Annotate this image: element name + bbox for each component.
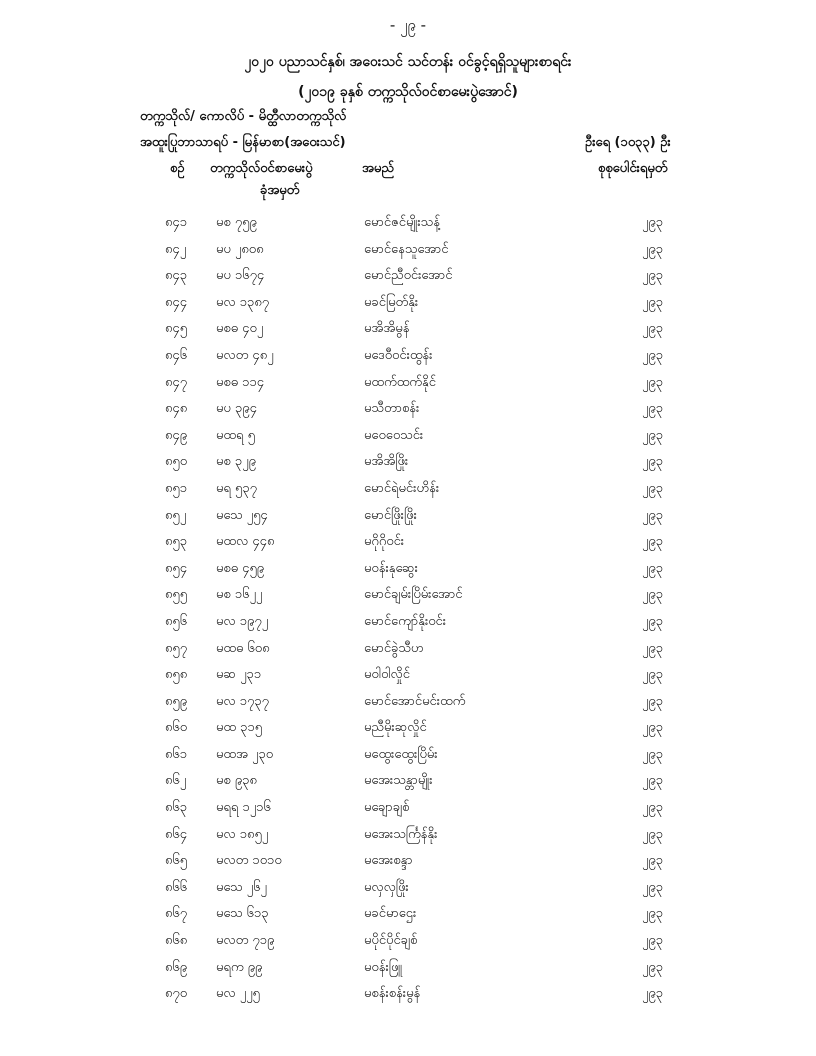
table-row <box>0 955 816 982</box>
table-row <box>0 556 816 583</box>
total-marks: ၂၉၃ <box>642 587 664 603</box>
total-marks: ၂၉၃ <box>642 720 664 736</box>
total-marks: ၂၉၃ <box>642 826 664 842</box>
total-marks: ၂၉၃ <box>642 560 664 576</box>
table-row <box>0 901 816 928</box>
total-marks: ၂၉၃ <box>642 800 664 816</box>
roll-number: မလ ၁၉၇၂ <box>216 613 269 629</box>
total-marks: ၂၉၃ <box>642 640 664 656</box>
roll-number: မစ ၃၂၉ <box>216 454 256 470</box>
row-number: ၈၄၅ <box>165 321 188 337</box>
total-marks: ၂၉၃ <box>642 667 664 683</box>
roll-number: မထဓ ၆၀၈ <box>216 640 270 656</box>
row-number: ၈၆၅ <box>165 853 188 869</box>
table-row <box>0 928 816 955</box>
table-row <box>0 423 816 450</box>
student-name: မဂိုဂိုဝင်း <box>364 534 405 550</box>
student-name: မခင်မြတ်နိုး <box>364 294 419 310</box>
university-label: တက္ကသိုလ်/ ကောလိပ် - မိတ္ထီလာတက္ကသိုလ် <box>140 109 347 124</box>
column-header-roll: တက္ကသိုလ်ဝင်စာမေးပွဲ <box>210 161 313 176</box>
table-row <box>0 795 816 822</box>
row-number: ၈၆၁ <box>165 746 188 762</box>
table-row <box>0 237 816 264</box>
table-row <box>0 210 816 237</box>
row-number: ၈၄၆ <box>165 347 188 363</box>
total-marks: ၂၉၃ <box>642 374 664 390</box>
student-name: မချောချစ် <box>364 800 410 816</box>
student-name: မအေးစန္ဒာ <box>364 853 413 869</box>
total-marks: ၂၉၃ <box>642 746 664 762</box>
student-name: မောင်နေသူအောင် <box>364 241 449 257</box>
student-name: မောင်ဖြိုးဖြိုး <box>364 507 417 523</box>
table-row <box>0 370 816 397</box>
roll-number: မစဓ ၁၁၄ <box>216 374 265 390</box>
student-name: မောင်ချမ်းပြိမ်းအောင် <box>364 587 463 603</box>
student-name: မလှလှဖြိုး <box>364 879 409 895</box>
student-name: မောင်အောင်မင်းထက် <box>364 693 466 709</box>
roll-number: မစဓ ၄၀၂ <box>216 321 264 337</box>
table-row <box>0 875 816 902</box>
roll-number: မစ ၇၅၉ <box>216 215 257 230</box>
student-name: မောင်ရဲမင်းဟိန်း <box>364 480 440 496</box>
total-marks: ၂၉၃ <box>642 321 664 337</box>
table-row <box>0 636 816 663</box>
roll-number: မထလ ၄၄၈ <box>216 534 275 550</box>
student-name: မဝန်းဖြူ <box>364 959 403 975</box>
student-name: မညီမိုးဆုလှိုင် <box>364 720 427 736</box>
roll-number: မလ ၁၇၃၇ <box>216 693 269 709</box>
table-row <box>0 582 816 609</box>
total-count-label: ဦးရေ (၁၀၃၃) ဦး <box>585 135 671 150</box>
total-marks: ၂၉၃ <box>642 693 664 709</box>
row-number: ၈၅၄ <box>165 560 188 576</box>
row-number: ၈၆၂ <box>165 773 187 789</box>
student-name: မအေးသင်္ကြန်နိုး <box>364 826 438 842</box>
table-row <box>0 343 816 370</box>
total-marks: ၂၉၃ <box>642 933 664 949</box>
table-row <box>0 476 816 503</box>
student-name: မဒေဝီဝင်းထွန်း <box>364 347 433 363</box>
row-number: ၈၅၉ <box>165 693 188 709</box>
total-marks: ၂၉၃ <box>642 773 664 789</box>
page-number: - ၂၉ - <box>389 16 427 34</box>
table-row <box>0 715 816 742</box>
subject-label: အထူးပြုဘာသာရပ် - မြန်မာစာ(အဝေးသင်) <box>140 135 346 150</box>
row-number: ၈၄၂ <box>165 241 187 257</box>
row-number: ၈၅၃ <box>165 534 188 550</box>
roll-number: မရက ၉၉ <box>216 959 263 975</box>
roll-number: မစဓ ၄၅၉ <box>216 560 265 576</box>
student-name: မောင်ဇင်မျိုးသန့် <box>364 215 440 230</box>
row-number: ၈၅၅ <box>165 587 188 603</box>
student-name: မဝန်းနုဆွေး <box>364 560 418 576</box>
student-name: မသီတာစန်း <box>364 401 420 417</box>
total-marks: ၂၉၃ <box>642 906 664 922</box>
roll-number: မစ ၉၃၈ <box>216 773 257 789</box>
table-row <box>0 981 816 1008</box>
row-number: ၈၄၁ <box>165 215 188 230</box>
student-name: မခင်မာဌေး <box>364 906 417 922</box>
roll-number: မသေ ၂၅၄ <box>216 507 268 523</box>
table-row <box>0 609 816 636</box>
total-marks: ၂၉၃ <box>642 959 664 975</box>
roll-number: မလတ ၄၈၂ <box>216 347 274 363</box>
column-header-result: စုစုပေါင်းရမှတ် <box>598 161 668 176</box>
total-marks: ၂၉၃ <box>642 986 664 1002</box>
student-name: မစန်းစန်းမွန် <box>364 986 421 1002</box>
table-row <box>0 290 816 317</box>
row-number: ၈၆၀ <box>165 720 188 736</box>
roll-number: မစ ၁၆၂၂ <box>216 587 263 603</box>
row-number: ၈၅၀ <box>165 454 188 470</box>
row-number: ၈၆၇ <box>165 906 188 922</box>
student-name: မောင်ခွဲသီဟ <box>364 640 424 656</box>
roll-number: မထအ ၂၃၀ <box>216 746 274 762</box>
student-name: မောင်ကျော်နိုးဝင်း <box>364 613 447 629</box>
document-subtitle: (၂၀၁၉ ခုနှစ် တက္ကသိုလ်ဝင်စာမေးပွဲအောင်) <box>298 84 518 100</box>
row-number: ၈၅၇ <box>165 640 188 656</box>
roll-number: မပ ၁၆၇၄ <box>216 268 265 284</box>
roll-number: မလ ၂၂၅ <box>216 986 260 1002</box>
row-number: ၈၆၄ <box>165 826 188 842</box>
student-name: မဝေဝေသင်း <box>364 427 424 443</box>
roll-number: မရရ ၁၂၁၆ <box>216 800 271 816</box>
row-number: ၈၇၀ <box>165 986 188 1002</box>
total-marks: ၂၉၃ <box>642 879 664 895</box>
total-marks: ၂၉၃ <box>642 507 664 523</box>
total-marks: ၂၉၃ <box>642 268 664 284</box>
roll-number: မလတ ၇၁၉ <box>216 933 275 949</box>
column-header-name: အမည် <box>362 161 394 176</box>
roll-number: မလတ ၁၀၁၀ <box>216 853 282 869</box>
total-marks: ၂၉၃ <box>642 427 664 443</box>
roll-number: မရ ၅၃၇ <box>216 480 257 496</box>
total-marks: ၂၉၃ <box>642 454 664 470</box>
column-header-roll-2: ခုံအမှတ် <box>260 183 300 198</box>
row-number: ၈၄၇ <box>165 374 188 390</box>
row-number: ၈၆၃ <box>165 800 188 816</box>
student-name: မအိအိမွန် <box>364 321 410 337</box>
total-marks: ၂၉၃ <box>642 853 664 869</box>
total-marks: ၂၉၃ <box>642 480 664 496</box>
roll-number: မသေ ၂၆၂ <box>216 879 267 895</box>
row-number: ၈၄၉ <box>165 427 188 443</box>
total-marks: ၂၉၃ <box>642 294 664 310</box>
results-table <box>0 210 816 1008</box>
student-name: မအိအိဖြိုး <box>364 454 409 470</box>
column-header-no: စဉ် <box>170 161 185 176</box>
table-row <box>0 742 816 769</box>
table-row <box>0 503 816 530</box>
row-number: ၈၄၄ <box>165 294 188 310</box>
student-name: မထက်ထက်နိုင် <box>364 374 436 390</box>
table-row <box>0 396 816 423</box>
roll-number: မလ ၁၃၈၇ <box>216 294 270 310</box>
table-row <box>0 822 816 849</box>
row-number: ၈၅၂ <box>165 507 187 523</box>
table-row <box>0 768 816 795</box>
total-marks: ၂၉၃ <box>642 241 664 257</box>
total-marks: ၂၉၃ <box>642 215 664 230</box>
total-marks: ၂၉၃ <box>642 401 664 417</box>
total-marks: ၂၉၃ <box>642 347 664 363</box>
document-title: ၂၀၂၀ ပညာသင်နှစ်၊ အဝေးသင် သင်တန်း ဝင်ခွင့်ရရှိသူများစာရင်း <box>244 54 572 70</box>
student-name: မပိုင်ပိုင်ချစ် <box>364 933 418 949</box>
roll-number: မလ ၁၈၅၂ <box>216 826 269 842</box>
row-number: ၈၅၈ <box>165 667 188 683</box>
roll-number: မပ ၂၈၀၈ <box>216 241 264 257</box>
row-number: ၈၄၃ <box>165 268 188 284</box>
roll-number: မထရ ၅ <box>216 427 255 443</box>
roll-number: မထ ၃၁၅ <box>216 720 263 736</box>
row-number: ၈၆၉ <box>165 959 188 975</box>
table-row <box>0 662 816 689</box>
roll-number: မသေ ၆၁၃ <box>216 906 269 922</box>
table-row <box>0 529 816 556</box>
student-name: မောင်ညီဝင်းအောင် <box>364 268 453 284</box>
student-name: မထွေးထွေးပြိမ်း <box>364 746 438 762</box>
student-name: မဝါဝါလှိုင် <box>364 667 410 683</box>
table-row <box>0 449 816 476</box>
roll-number: မပ ၃၉၄ <box>216 401 257 417</box>
row-number: ၈၅၆ <box>165 613 188 629</box>
total-marks: ၂၉၃ <box>642 534 664 550</box>
row-number: ၈၆၆ <box>165 879 188 895</box>
total-marks: ၂၉၃ <box>642 613 664 629</box>
row-number: ၈၅၁ <box>165 480 188 496</box>
table-row <box>0 848 816 875</box>
row-number: ၈၄၈ <box>165 401 188 417</box>
table-row <box>0 316 816 343</box>
table-row <box>0 689 816 716</box>
roll-number: မဆ ၂၃၁ <box>216 667 262 683</box>
student-name: မအေးသန္တာမျိုး <box>364 773 433 789</box>
row-number: ၈၆၈ <box>165 933 188 949</box>
table-row <box>0 263 816 290</box>
